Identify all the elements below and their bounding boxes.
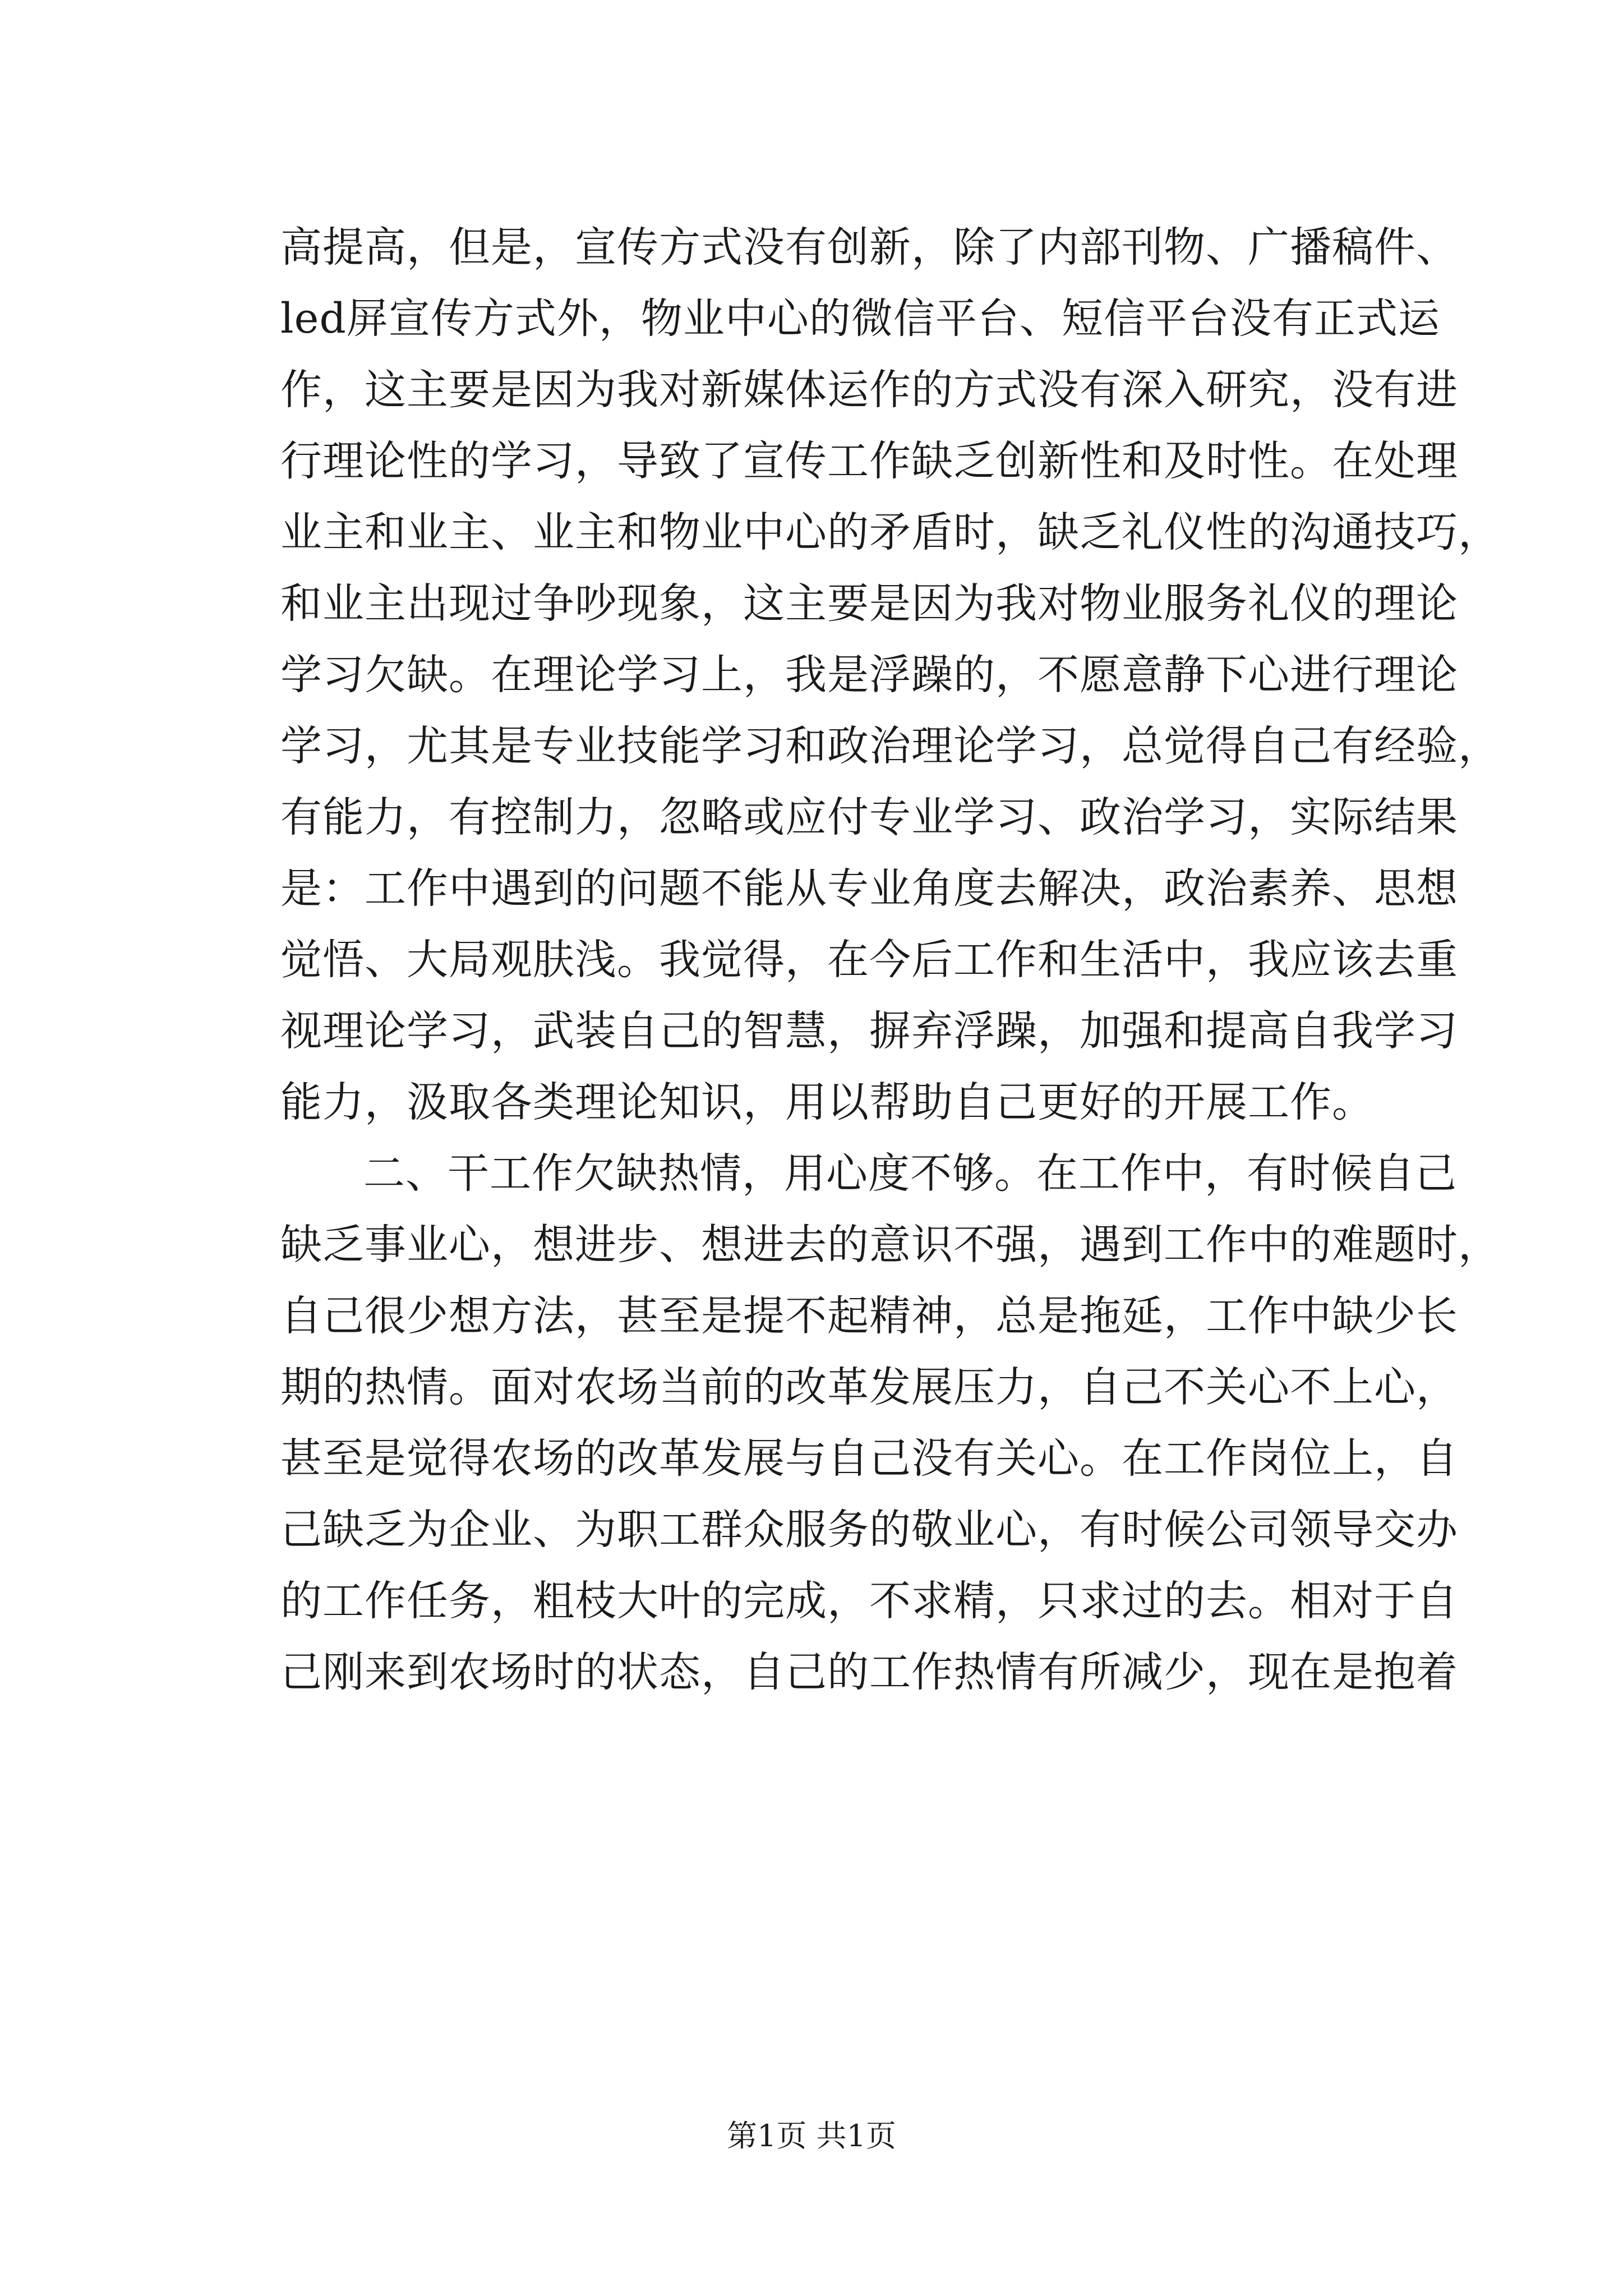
text-line: 能力，汲取各类理论知识，用以帮助自己更好的开展工作。 (280, 1078, 1374, 1126)
text-line: 己缺乏为企业、为职工群众服务的敬业心，有时候公司领导交办 (280, 1506, 1458, 1554)
text-line: 是：工作中遇到的问题不能从专业角度去解决，政治素养、思想 (280, 864, 1458, 913)
text-line: 和业主出现过争吵现象，这主要是因为我对物业服务礼仪的理论 (280, 579, 1458, 628)
text-line: 作，这主要是因为我对新媒体运作的方式没有深入研究，没有进 (280, 366, 1458, 414)
text-line: 的工作任务，粗枝大叶的完成，不求精，只求过的去。相对于自 (280, 1577, 1458, 1625)
text-line: 有能力，有控制力，忽略或应付专业学习、政治学习，实际结果 (280, 793, 1458, 841)
text-line: 学习欠缺。在理论学习上，我是浮躁的，不愿意静下心进行理论 (280, 651, 1458, 699)
text-line: 期的热情。面对农场当前的改革发展压力，自己不关心不上心， (280, 1363, 1458, 1411)
text-line: 业主和业主、业主和物业中心的矛盾时，缺乏礼仪性的沟通技巧， (280, 508, 1500, 556)
text-line: 行理论性的学习，导致了宣传工作缺乏创新性和及时性。在处理 (280, 437, 1458, 485)
body-text (280, 212, 1500, 1708)
text-line: 高提高，但是，宣传方式没有创新，除了内部刊物、广播稿件、 (280, 223, 1458, 272)
text-line: 二、干工作欠缺热情，用心度不够。在工作中，有时候自己 (363, 1149, 1457, 1198)
text-line: 自己很少想方法，甚至是提不起精神，总是拖延，工作中缺少长 (280, 1292, 1458, 1340)
text-line: 甚至是觉得农场的改革发展与自己没有关心。在工作岗位上，自 (280, 1434, 1458, 1483)
text-line: 己刚来到农场时的状态，自己的工作热情有所减少，现在是抱着 (280, 1648, 1458, 1696)
text-line: led屏宣传方式外，物业中心的微信平台、短信平台没有正式运 (280, 295, 1440, 343)
text-line: 缺乏事业心，想进步、想进去的意识不强，遇到工作中的难题时， (280, 1221, 1500, 1269)
text-line: 学习，尤其是专业技能学习和政治理论学习，总觉得自己有经验， (280, 722, 1500, 770)
text-line: 视理论学习，武装自己的智慧，摒弃浮躁，加强和提高自我学习 (280, 1007, 1458, 1055)
text-line: 觉悟、大局观肤浅。我觉得，在今后工作和生活中，我应该去重 (280, 936, 1458, 984)
page-footer: 第1页 共1页 (727, 2118, 896, 2154)
